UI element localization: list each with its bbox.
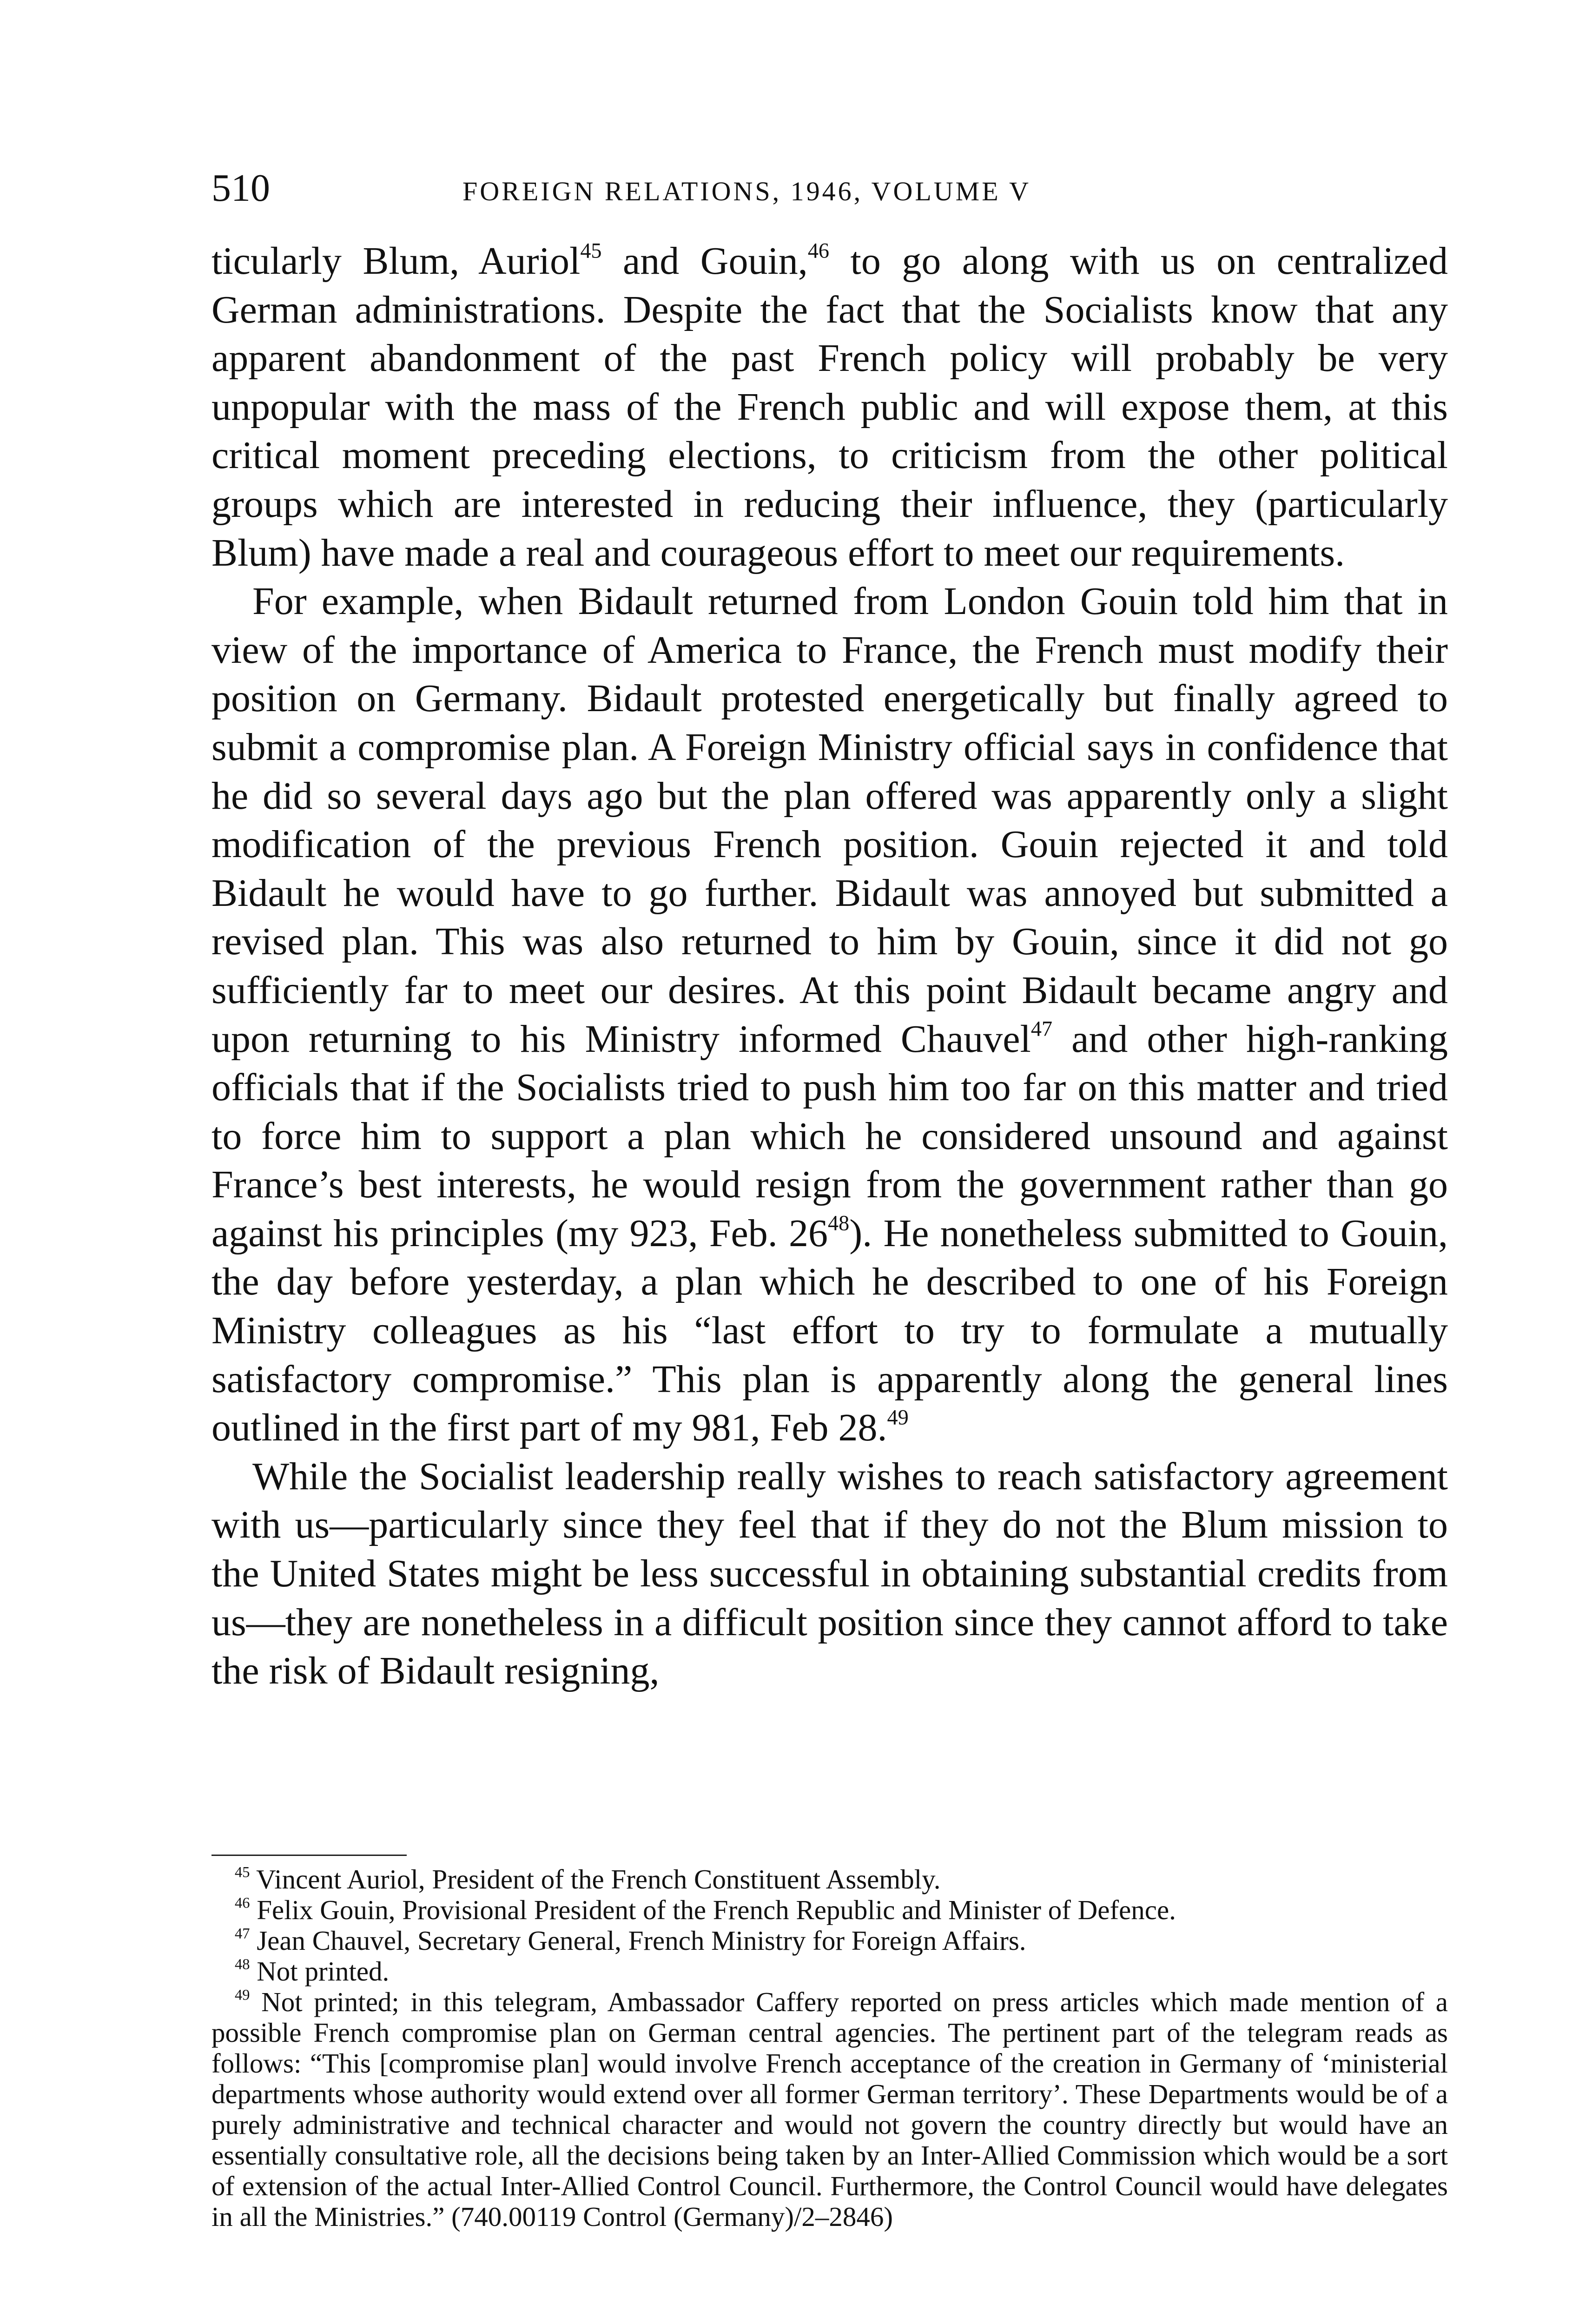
footnote-46 [211, 1895, 1448, 1925]
footnote-mark: 48 [235, 1956, 250, 1973]
footnote-divider [211, 1855, 407, 1856]
footnote-ref-47[interactable]: 47 [1030, 1016, 1053, 1040]
footnote-48 [211, 1956, 1448, 1987]
body-text [211, 237, 1448, 1696]
footnote-49 [211, 1987, 1448, 2232]
paragraph-1: ticularly Blum, Auriol$^{45}$ and Gouin,$^{46}$ to go along with us on centralized German administrations. Despite the fact that the Socialists know that any apparent abandonment of the past French policy will probably be very unpopular with the mass of the French public and will expose them, at this critical moment preceding elections, to criticism from the other political groups which are interested in reducing their influence, they (particularly Blum) have made a real and courageous effort to meet our requirements. [211, 238, 1448, 574]
footnote-47 [211, 1925, 1448, 1956]
paragraph-2: For example, when Bidault returned from London Gouin told him that in view of the importance of America to France, the French must modify their position on Germany. Bidault protested energetically but finally agreed to submit a compromise plan. A Foreign Ministry official says in confidence that he did so several days ago but the plan offered was apparently only a slight modification of the previous French position. Gouin rejected it and told Bidault he would have to go further. Bidault was annoyed but submitted a revised plan. This was also returned to him by Gouin, since it did not go sufficiently far to meet our desires. At this point Bidault became angry and upon returning to his Ministry informed Chauvel$^{47}$ and other high-ranking officials that if the Socialists tried to push him too far on this matter and tried to force him to support a plan which he considered unsound and against France’s best interests, he would resign from the government rather than go against his principles (my 923, Feb. $26^{48}$). He nonetheless submitted to Gouin, the day before yesterday, a plan which he described to one of his Foreign Ministry colleagues as his “last effort to try to formulate a mutually satisfactory compromise.” This plan is apparently along the general lines outlined in the first part of my 981, Feb 28.49 [211, 580, 1448, 1450]
footnote-text: Not printed. [250, 1956, 390, 1987]
page-number: 510 [211, 166, 270, 210]
footnote-ref-45[interactable]: 45 [580, 238, 602, 263]
footnote-text: Vincent Auriol, President of the French Constituent Assembly. [250, 1864, 941, 1895]
footnote-mark: 45 [235, 1864, 250, 1881]
footnote-45 [211, 1864, 1448, 1895]
paragraph-3: While the Socialist leadership really wishes to reach satisfactory agreement with us—particularly since they feel that if they do not the Blum mission to the United States might be less successful in obtaining substantial credits from us—they are nonetheless in a difficult position since they cannot afford to take the risk of Bidault resigning, [211, 1454, 1448, 1693]
footnotes [211, 1864, 1448, 2232]
footnote-text: Felix Gouin, Provisional President of the French Republic and Minister of Defence. [250, 1895, 1176, 1925]
footnote-mark: 46 [235, 1895, 250, 1912]
page-header [211, 165, 1439, 221]
footnote-text: Jean Chauvel, Secretary General, French Ministry for Foreign Affairs. [250, 1925, 1026, 1956]
footnote-mark: 47 [235, 1925, 250, 1942]
footnote-text: Not printed; in this telegram, Ambassador Caffery reported on press articles which made mention of a possible French compromise plan on German central agencies. The pertinent part of the telegram reads as follows: “This [compromise plan] would involve French acceptance of the creation in Germany of ‘ministerial departments whose authority would extend over all former German territory’. These Departments would be of a purely administrative and technical character and would not govern the country directly but would have an essentially consultative role, all the decisions being taken by an Inter-Allied Commission which would be a sort of extension of the actual Inter-Allied Control Council. Furthermore, the Control Council would have delegates in all the Ministries.” (740.00119 Control (Germany)/2–2846) [211, 1987, 1448, 2232]
footnote-ref-46[interactable]: 46 [807, 238, 829, 263]
footnote-ref-48[interactable]: 48 [828, 1211, 850, 1235]
footnote-mark: 49 [235, 1987, 250, 2004]
running-title: FOREIGN RELATIONS, 1946, VOLUME V [462, 176, 1031, 206]
footnote-ref-49[interactable]: 49 [887, 1405, 909, 1429]
